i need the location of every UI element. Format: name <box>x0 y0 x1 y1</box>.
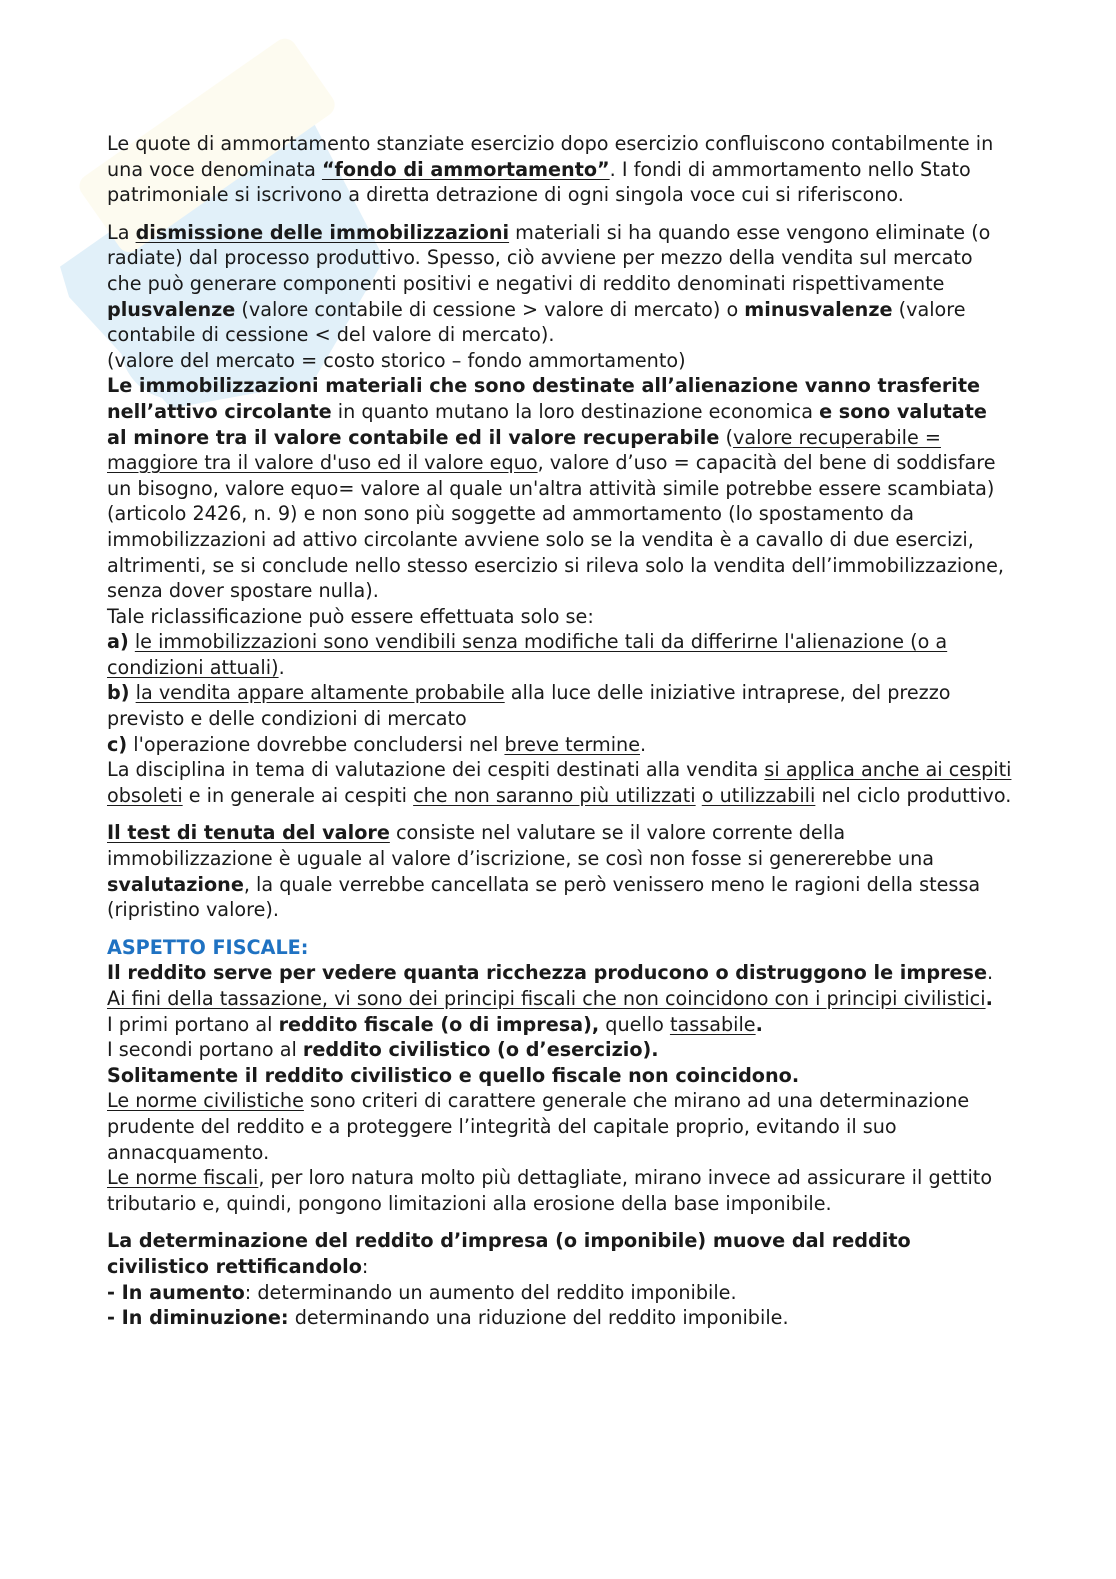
text-span: in quanto mutano la loro destinazione economica <box>331 399 820 423</box>
term-plusvalenze: plusvalenze <box>107 297 236 321</box>
text-span: : determinando un aumento del reddito imponibile. <box>244 1280 737 1304</box>
text-span: Le quote di ammortamento stanziate esercizio dopo esercizio confluiscono contabilmente in una voce denominata <box>107 132 994 181</box>
text-span: . <box>755 1012 763 1036</box>
underline-valore-recuperabile: valore recuperabile = maggiore tra il valore d'uso ed il valore equo <box>107 425 941 475</box>
term-dismissione: dismissione delle immobilizzazioni <box>135 220 510 244</box>
text-span: materiali si ha quando esse vengono eliminate (o radiate) dal processo produttivo. Spesso, ciò avviene per mezzo della vendita sul mercato che può generare componenti positivi e negativi di reddito denominati rispettivamente <box>107 220 991 295</box>
text-span: (valore contabile di cessione < del valore di mercato). <box>107 297 966 347</box>
paragraph-determinazione <box>107 1228 1012 1279</box>
text-span: . <box>640 732 647 756</box>
text-span: . I fondi di ammortamento nello Stato patrimoniale si iscrivono a diretta detrazione di ogni singola voce cui si riferiscono. <box>107 157 971 207</box>
condition-label: c) <box>107 732 128 756</box>
text-span: . <box>278 655 285 679</box>
underline-text: la vendita appare altamente probabile <box>135 681 505 705</box>
text-span: consiste nel valutare se il valore corrente della immobilizzazione è uguale al valore d’iscrizione, se così non fosse si genererebbe una <box>107 821 934 871</box>
text-span: La <box>107 220 136 244</box>
bold-text: - In aumento <box>107 1280 245 1304</box>
text-span: , per loro natura molto più dettagliate, mirano invece ad assicurare il gettito tributario e, quindi, pongono limitazioni alla erosione della base imponibile. <box>107 1166 993 1215</box>
list-item-diminuzione <box>107 1305 1012 1331</box>
term-svalutazione: svalutazione <box>107 872 244 896</box>
bold-text: Solitamente il reddito civilistico e quello fiscale non coincidono. <box>107 1063 800 1087</box>
text-span: quello <box>599 1012 670 1036</box>
paragraph-alienazione <box>107 373 1012 603</box>
underline-text: Le norme civilistiche <box>107 1089 304 1113</box>
bold-text: reddito civilistico (o d’esercizio). <box>302 1038 659 1062</box>
text-span: e in generale ai cespiti <box>182 783 414 807</box>
bold-text: Il reddito serve per vedere quanta ricchezza producono o distruggono le imprese <box>107 961 987 985</box>
underline-text: le immobilizzazioni sono vendibili senza modifiche tali da differirne l'alienazione (o a condizioni attuali) <box>107 630 948 679</box>
bold-text: reddito fiscale (o di impresa), <box>278 1012 600 1036</box>
condition-b <box>107 680 1012 731</box>
text-span: La disciplina in tema di valutazione dei cespiti destinati alla vendita <box>107 758 765 782</box>
text-span: l'operazione dovrebbe concludersi nel <box>127 732 505 756</box>
underline-text: o utilizzabili <box>701 783 816 807</box>
bold-alienazione: Le immobilizzazioni materiali che sono destinate all’alienazione vanno trasferite nell’attivo circolante <box>107 374 981 423</box>
text-span: I primi portano al <box>107 1012 279 1036</box>
underline-text: breve termine <box>504 732 641 756</box>
line-norme-fiscali <box>107 1165 1012 1216</box>
underline-text: Ai fini della tassazione, vi sono dei principi fiscali che non coincidono con i principi civilistici <box>107 987 986 1010</box>
paragraph-fondo-ammortamento <box>107 131 1012 208</box>
text-span: sono criteri di carattere generale che mirano ad una determinazione prudente del reddito e a proteggere l’integrità del capitale proprio, evitando il suo annacquamento. <box>107 1089 970 1164</box>
document-page <box>107 131 1012 1331</box>
line-non-coincidono <box>107 1063 1012 1089</box>
bold-text: - In diminuzione: <box>107 1306 289 1330</box>
text-span: : <box>361 1254 369 1278</box>
paragraph-test-tenuta <box>107 820 1012 922</box>
section-heading-aspetto-fiscale: ASPETTO FISCALE: <box>107 935 309 959</box>
underline-text: che non saranno più utilizzati <box>413 783 696 807</box>
line-tassazione <box>107 986 1012 1012</box>
line-secondi <box>107 1037 1012 1063</box>
paragraph-dismissione <box>107 220 1012 348</box>
text-span: (valore contabile di cessione > valore di mercato) o <box>235 297 745 321</box>
underline-text: Le norme fiscali <box>107 1166 259 1190</box>
line-primi <box>107 1012 1012 1038</box>
paragraph-disciplina <box>107 757 1012 808</box>
condition-label: a) <box>107 630 129 654</box>
line-reddito <box>107 960 1012 986</box>
line-riclassificazione: Tale riclassificazione può essere effettuata solo se: <box>107 604 594 628</box>
text-span: alla luce delle iniziative intraprese, del prezzo previsto e delle condizioni di mercato <box>107 681 951 731</box>
bold-valutazione: e sono valutate al minore tra il valore contabile ed il valore recuperabile <box>107 399 987 449</box>
bold-text: La determinazione del reddito d’impresa (o imponibile) muove dal reddito civilistico rettificandolo <box>107 1229 911 1278</box>
term-fondo-ammortamento: “fondo di ammortamento” <box>321 157 610 181</box>
line-norme-civilistiche <box>107 1088 1012 1165</box>
text-span: ( <box>719 425 733 449</box>
text-span: . <box>987 961 994 985</box>
term-test-tenuta: Il test di tenuta del valore <box>107 821 390 845</box>
text-span: determinando una riduzione del reddito imponibile. <box>288 1306 789 1330</box>
condition-a <box>107 629 1012 680</box>
list-item-aumento <box>107 1280 1012 1306</box>
text-span: , la quale verrebbe cancellata se però venissero meno le ragioni della stessa (ripristino valore). <box>107 872 981 922</box>
text-span: , valore d’uso = capacità del bene di soddisfare un bisogno, valore equo= valore al quale un'altra attività simile potrebbe essere scambiata) (articolo 2426, n. 9) e non sono più soggette ad ammortamento (lo spostamento da immobilizzazioni ad attivo circolante avviene solo se la vendita è a cavallo di due esercizi, altrimenti, se si conclude nello stesso esercizio si rileva solo la vendita dell’immobilizzazione, senza dover spostare nulla). <box>107 451 1005 603</box>
text-span: I secondi portano al <box>107 1038 303 1062</box>
line-valore-mercato: (valore del mercato = costo storico – fondo ammortamento) <box>107 348 686 372</box>
condition-label: b) <box>107 681 130 705</box>
text-span: nel ciclo produttivo. <box>815 783 1012 807</box>
term-minusvalenze: minusvalenze <box>744 297 893 321</box>
underline-text: tassabile <box>669 1012 756 1036</box>
condition-c <box>107 732 1012 758</box>
text-span: . <box>985 987 993 1010</box>
underline-text: si applica anche ai cespiti obsoleti <box>107 758 1012 807</box>
